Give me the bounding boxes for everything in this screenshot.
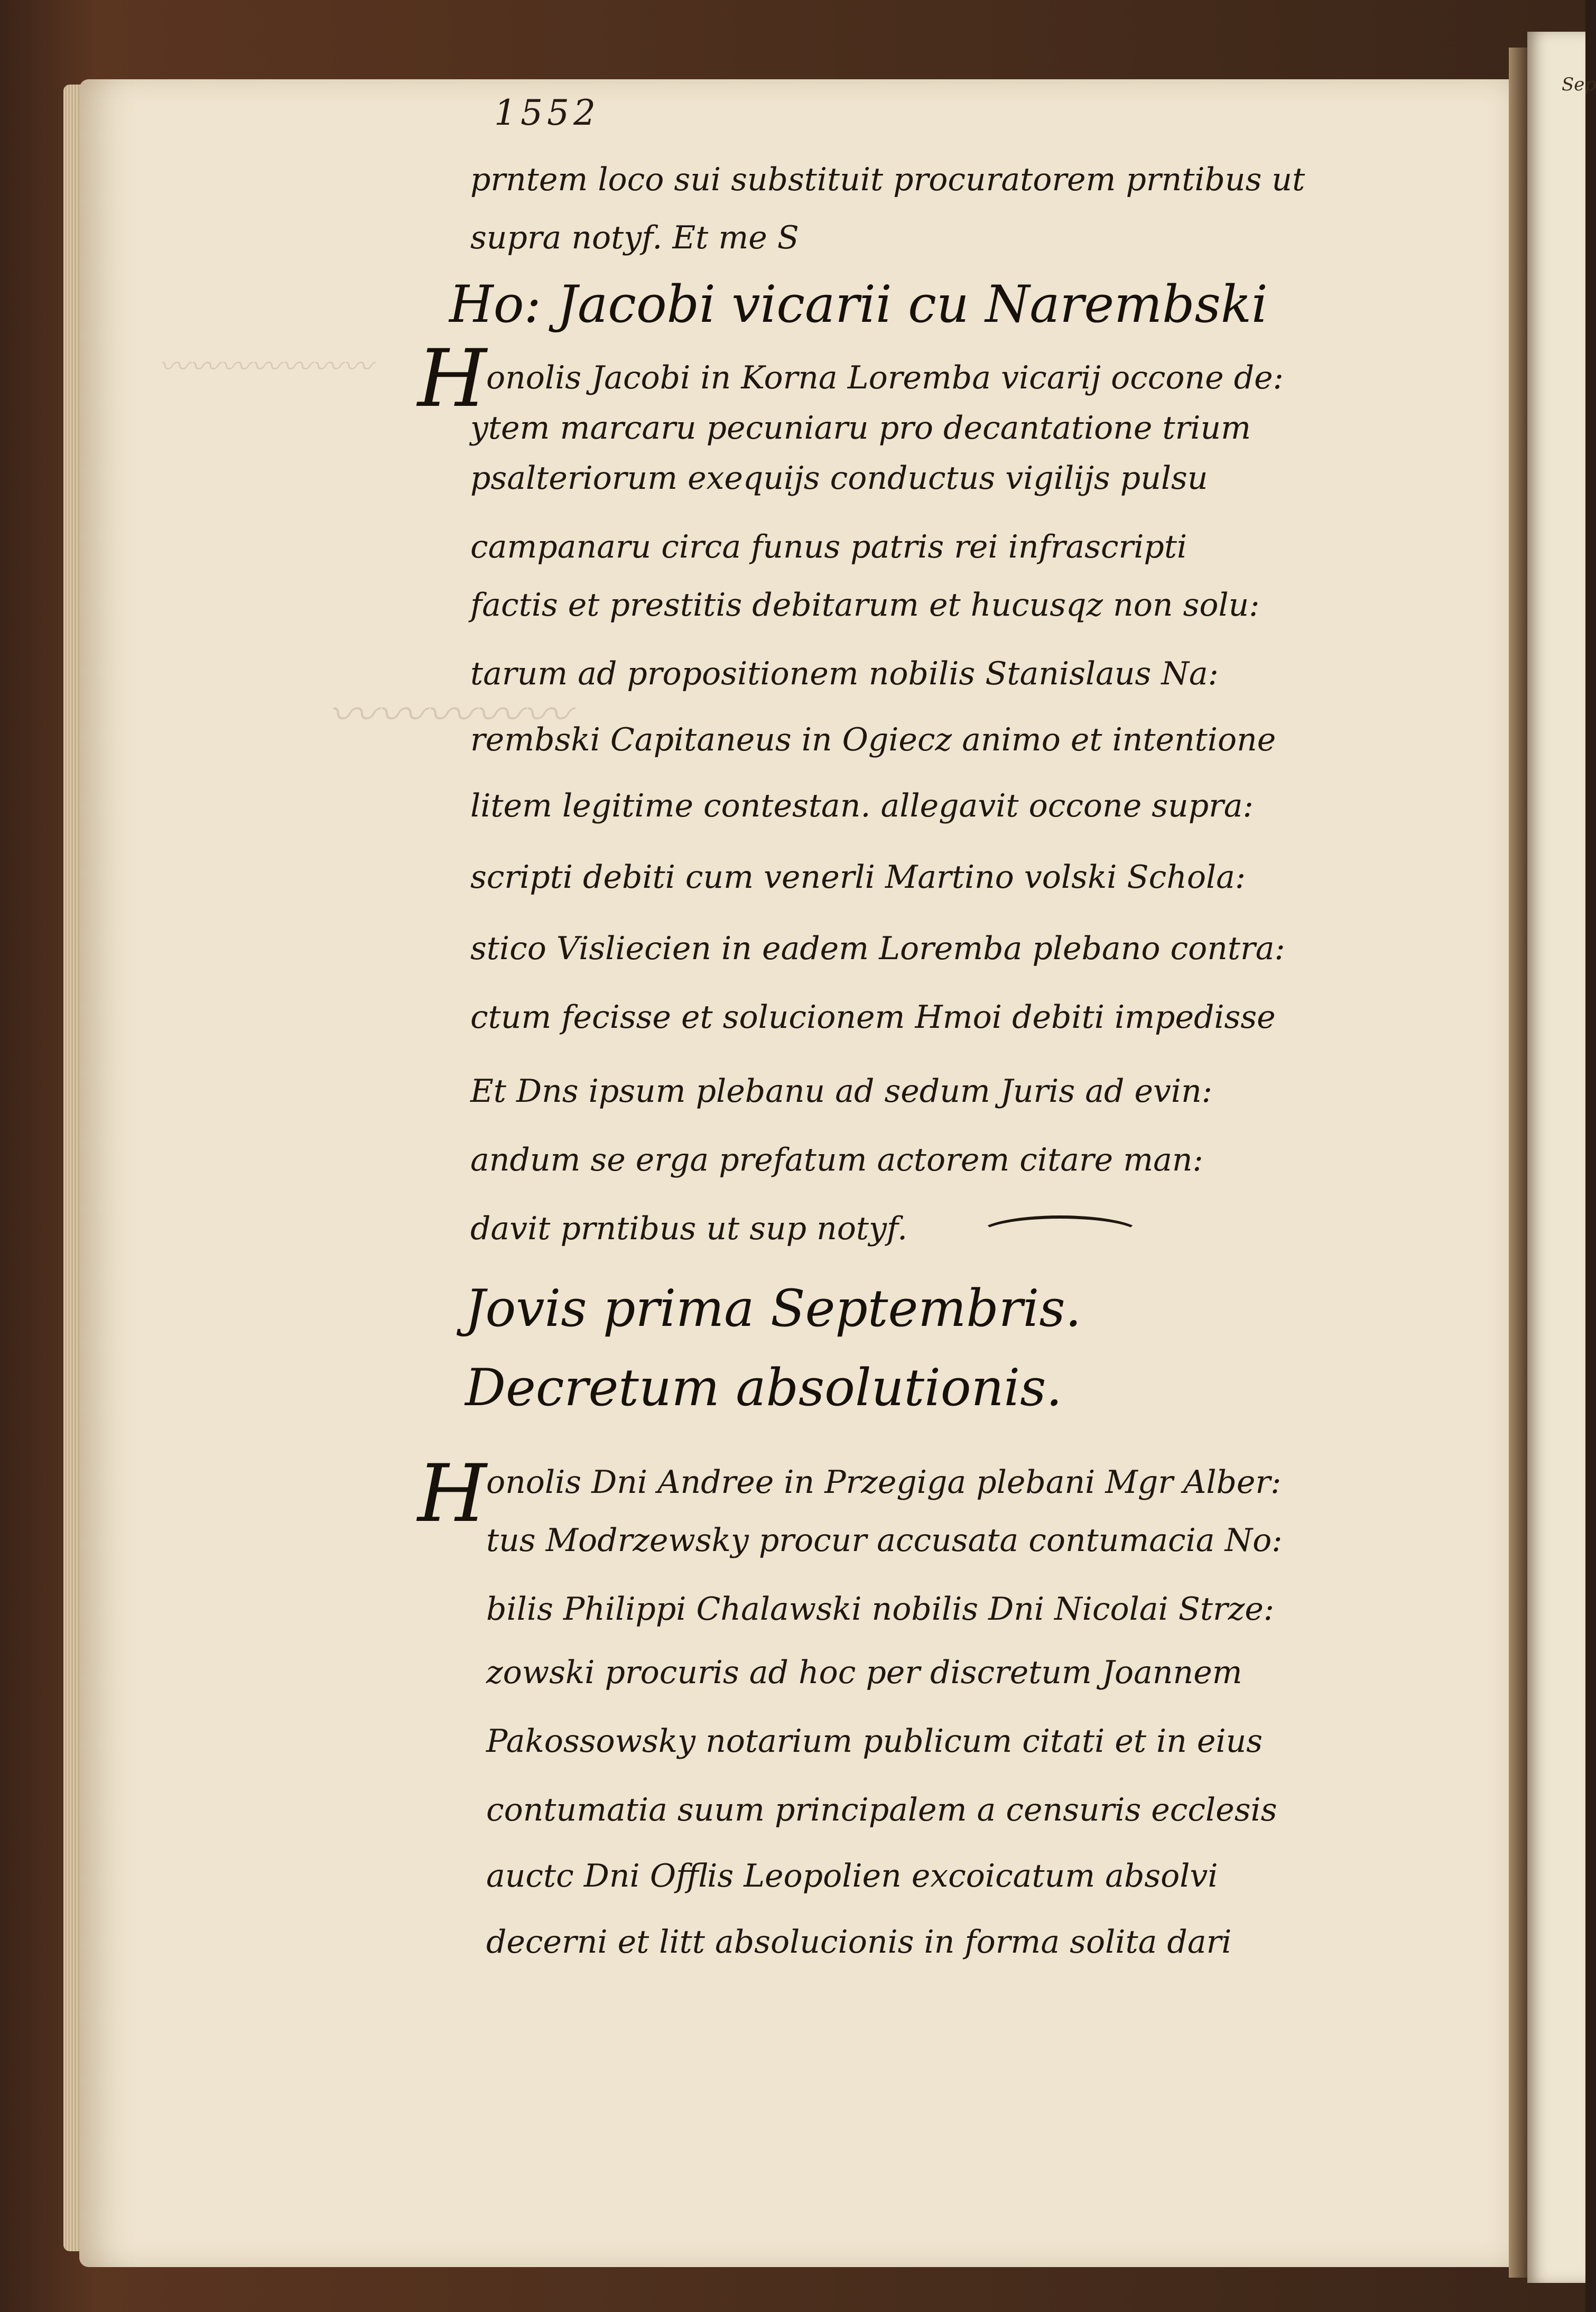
text-line: factis et prestitis debitarum et hucusqz non solu:: [470, 587, 1260, 624]
show-through: 〰〰〰〰〰〰〰: [159, 350, 373, 384]
text-line: tus Modrzewsky procur accusata contumacia No:: [486, 1522, 1283, 1559]
text-line: onolis Jacobi in Korna Loremba vicarij occone de:: [486, 359, 1284, 396]
text-line: psalteriorum exequijs conductus vigilijs pulsu: [470, 460, 1208, 497]
decree-heading: Decretum absolutionis.: [465, 1358, 1062, 1417]
text-line: stico Visliecien in eadem Loremba plebano contra:: [470, 930, 1285, 967]
text-line: supra notyf. Et me S: [470, 219, 799, 256]
text-line: auctc Dni Offlis Leopolien excoicatum absolvi: [486, 1858, 1218, 1895]
initial-letter: H: [417, 1448, 487, 1540]
facing-page-fragment: Sep: [1562, 74, 1596, 95]
text-line: Et Dns ipsum plebanu ad sedum Juris ad evin:: [470, 1073, 1212, 1110]
text-line: andum se erga prefatum actorem citare man:: [470, 1141, 1203, 1178]
flourish-mark: [978, 1215, 1143, 1254]
text-line: davit prntibus ut sup notyf.: [470, 1210, 908, 1247]
facing-page: [1527, 32, 1585, 2283]
text-line: onolis Dni Andree in Przegiga plebani Mgr Alber:: [486, 1464, 1282, 1501]
entry-heading: Ho: Jacobi vicarii cu Narembski: [449, 275, 1268, 334]
text-line: scripti debiti cum venerli Martino volski Schola:: [470, 859, 1246, 896]
book-gutter: [1509, 48, 1530, 2278]
text-line: zowski procuris ad hoc per discretum Joannem: [486, 1654, 1242, 1691]
folio-year: 1552: [494, 92, 600, 133]
text-line: Pakossowsky notarium publicum citati et in eius: [486, 1723, 1263, 1760]
text-line: ytem marcaru pecuniaru pro decantatione trium: [470, 410, 1251, 447]
show-through: 〰〰〰〰〰: [328, 688, 571, 743]
text-line: bilis Philippi Chalawski nobilis Dni Nicolai Strze:: [486, 1591, 1275, 1628]
text-line: ctum fecisse et solucionem Hmoi debiti impedisse: [470, 999, 1276, 1036]
text-line: rembski Capitaneus in Ogiecz animo et intentione: [470, 721, 1276, 758]
initial-letter: H: [417, 333, 487, 425]
text-line: tarum ad propositionem nobilis Stanislaus Na:: [470, 655, 1219, 692]
date-heading: Jovis prima Septembris.: [465, 1279, 1082, 1338]
text-line: campanaru circa funus patris rei infrascripti: [470, 528, 1187, 565]
text-line: litem legitime contestan. allegavit occone supra:: [470, 787, 1254, 824]
text-line: prntem loco sui substituit procuratorem prntibus ut: [470, 161, 1305, 198]
text-line: decerni et litt absolucionis in forma solita dari: [486, 1924, 1232, 1961]
text-line: contumatia suum principalem a censuris ecclesis: [486, 1791, 1277, 1828]
